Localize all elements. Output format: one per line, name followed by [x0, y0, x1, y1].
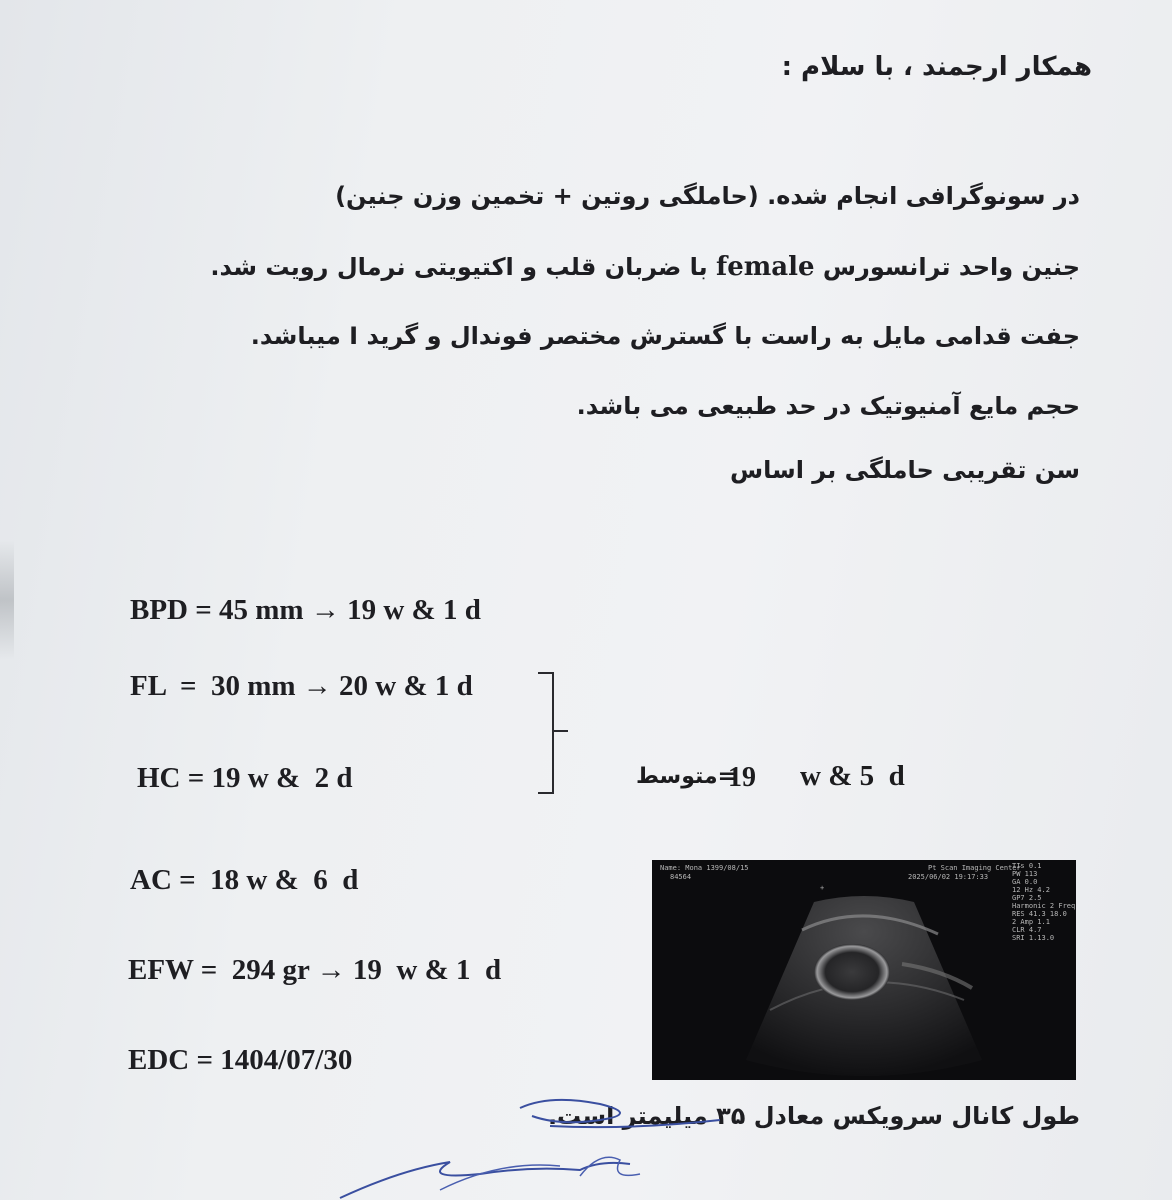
report-line-2	[210, 252, 1080, 282]
report-line-2-c: با ضربان قلب و اکتیویتی نرمال رویت شد.	[210, 253, 717, 281]
us-datetime: 2025/06/02 19:17:33	[908, 873, 989, 881]
doctor-signature	[300, 1090, 720, 1200]
us-patient-name: Name: Mona 1399/08/15	[660, 864, 749, 872]
greeting-heading: همکار ارجمند ، با سلام :	[781, 52, 1092, 82]
us-center-name: Pt Scan Imaging Center	[928, 864, 1021, 872]
report-line-4: حجم مایع آمنیوتیک در حد طبیعی می باشد.	[576, 392, 1080, 420]
grouping-bracket-tick	[554, 730, 568, 732]
report-line-3: جفت قدامی مایل به راست با گسترش مختصر فوندال و گرید I میباشد.	[250, 322, 1080, 350]
ultrasound-image	[652, 860, 1076, 1080]
average-weeks: 19	[728, 762, 756, 793]
efw-measurement: EFW = 294 gr → 19 w & 1 d	[128, 954, 502, 986]
edc-measurement: EDC = 1404/07/30	[128, 1044, 353, 1076]
ac-measurement: AC = 18 w & 6 d	[130, 864, 359, 896]
svg-text:+: +	[820, 884, 825, 892]
average-value: w & 5 d	[800, 760, 905, 792]
ultrasound-scan-graphic	[652, 860, 1076, 1080]
us-parameters: TIs 0.1 PW 113 GA 0.0 12 Hz 4.2 GP7 2.5 Harmonic 2 Freq RES 41.3 18.0 2 Amp 1.1 CLR 4.7 SRI 1.13.0	[1012, 862, 1076, 942]
bpd-measurement: BPD = 45 mm → 19 w & 1 d	[130, 594, 481, 626]
grouping-bracket	[538, 672, 554, 794]
cervix-length-line: طول کانال سرویکس معادل ۳۵ میلیمتر است.	[547, 1102, 1080, 1130]
hc-measurement: HC = 19 w & 2 d	[137, 762, 353, 794]
report-line-1: در سونوگرافی انجام شده. (حاملگی روتین + تخمین وزن جنین)	[335, 182, 1080, 210]
report-line-2-a: جنین واحد ترانسورس	[814, 253, 1080, 281]
fetal-sex: female	[716, 252, 815, 282]
us-patient-id: 84564	[670, 873, 692, 881]
average-label: =متوسط	[636, 764, 737, 789]
report-line-5: سن تقریبی حاملگی بر اساس	[729, 456, 1080, 484]
fl-measurement: FL = 30 mm → 20 w & 1 d	[130, 670, 473, 702]
paper-fold-shadow	[0, 540, 14, 660]
